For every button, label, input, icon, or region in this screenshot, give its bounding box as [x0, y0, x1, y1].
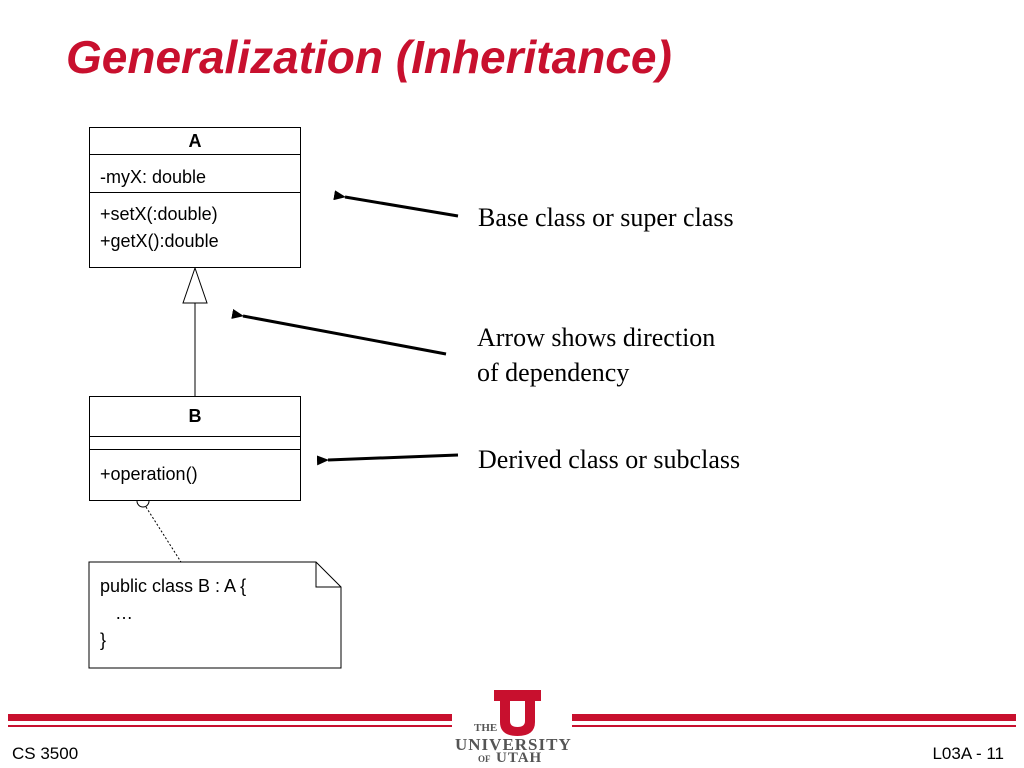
logo-university: UNIVERSITY — [455, 735, 572, 754]
callout-base-class: Base class or super class — [478, 203, 734, 232]
logo-the: THE — [474, 722, 498, 734]
callout-arrow-direction-line2: of dependency — [477, 358, 630, 387]
footer-slide-number: L03A - 11 — [932, 744, 1004, 763]
callout-derived-class: Derived class or subclass — [478, 445, 741, 474]
note-code: public class B : A { … } — [100, 576, 247, 650]
class-b-operation: +operation() — [100, 464, 198, 484]
class-a-name: A — [90, 128, 300, 155]
class-a-operation: +getX():double — [100, 231, 219, 251]
class-a-operation: +setX(:double) — [100, 204, 218, 224]
slide-title: Generalization (Inheritance) — [66, 31, 672, 83]
logo-of: OF — [478, 754, 491, 764]
footer-course: CS 3500 — [12, 744, 79, 763]
class-a-attribute: -myX: double — [100, 167, 207, 187]
logo-utah: UTAH — [496, 750, 543, 766]
class-b-name: B — [90, 397, 300, 437]
callout-arrow-direction-line1: Arrow shows direction — [477, 323, 716, 352]
